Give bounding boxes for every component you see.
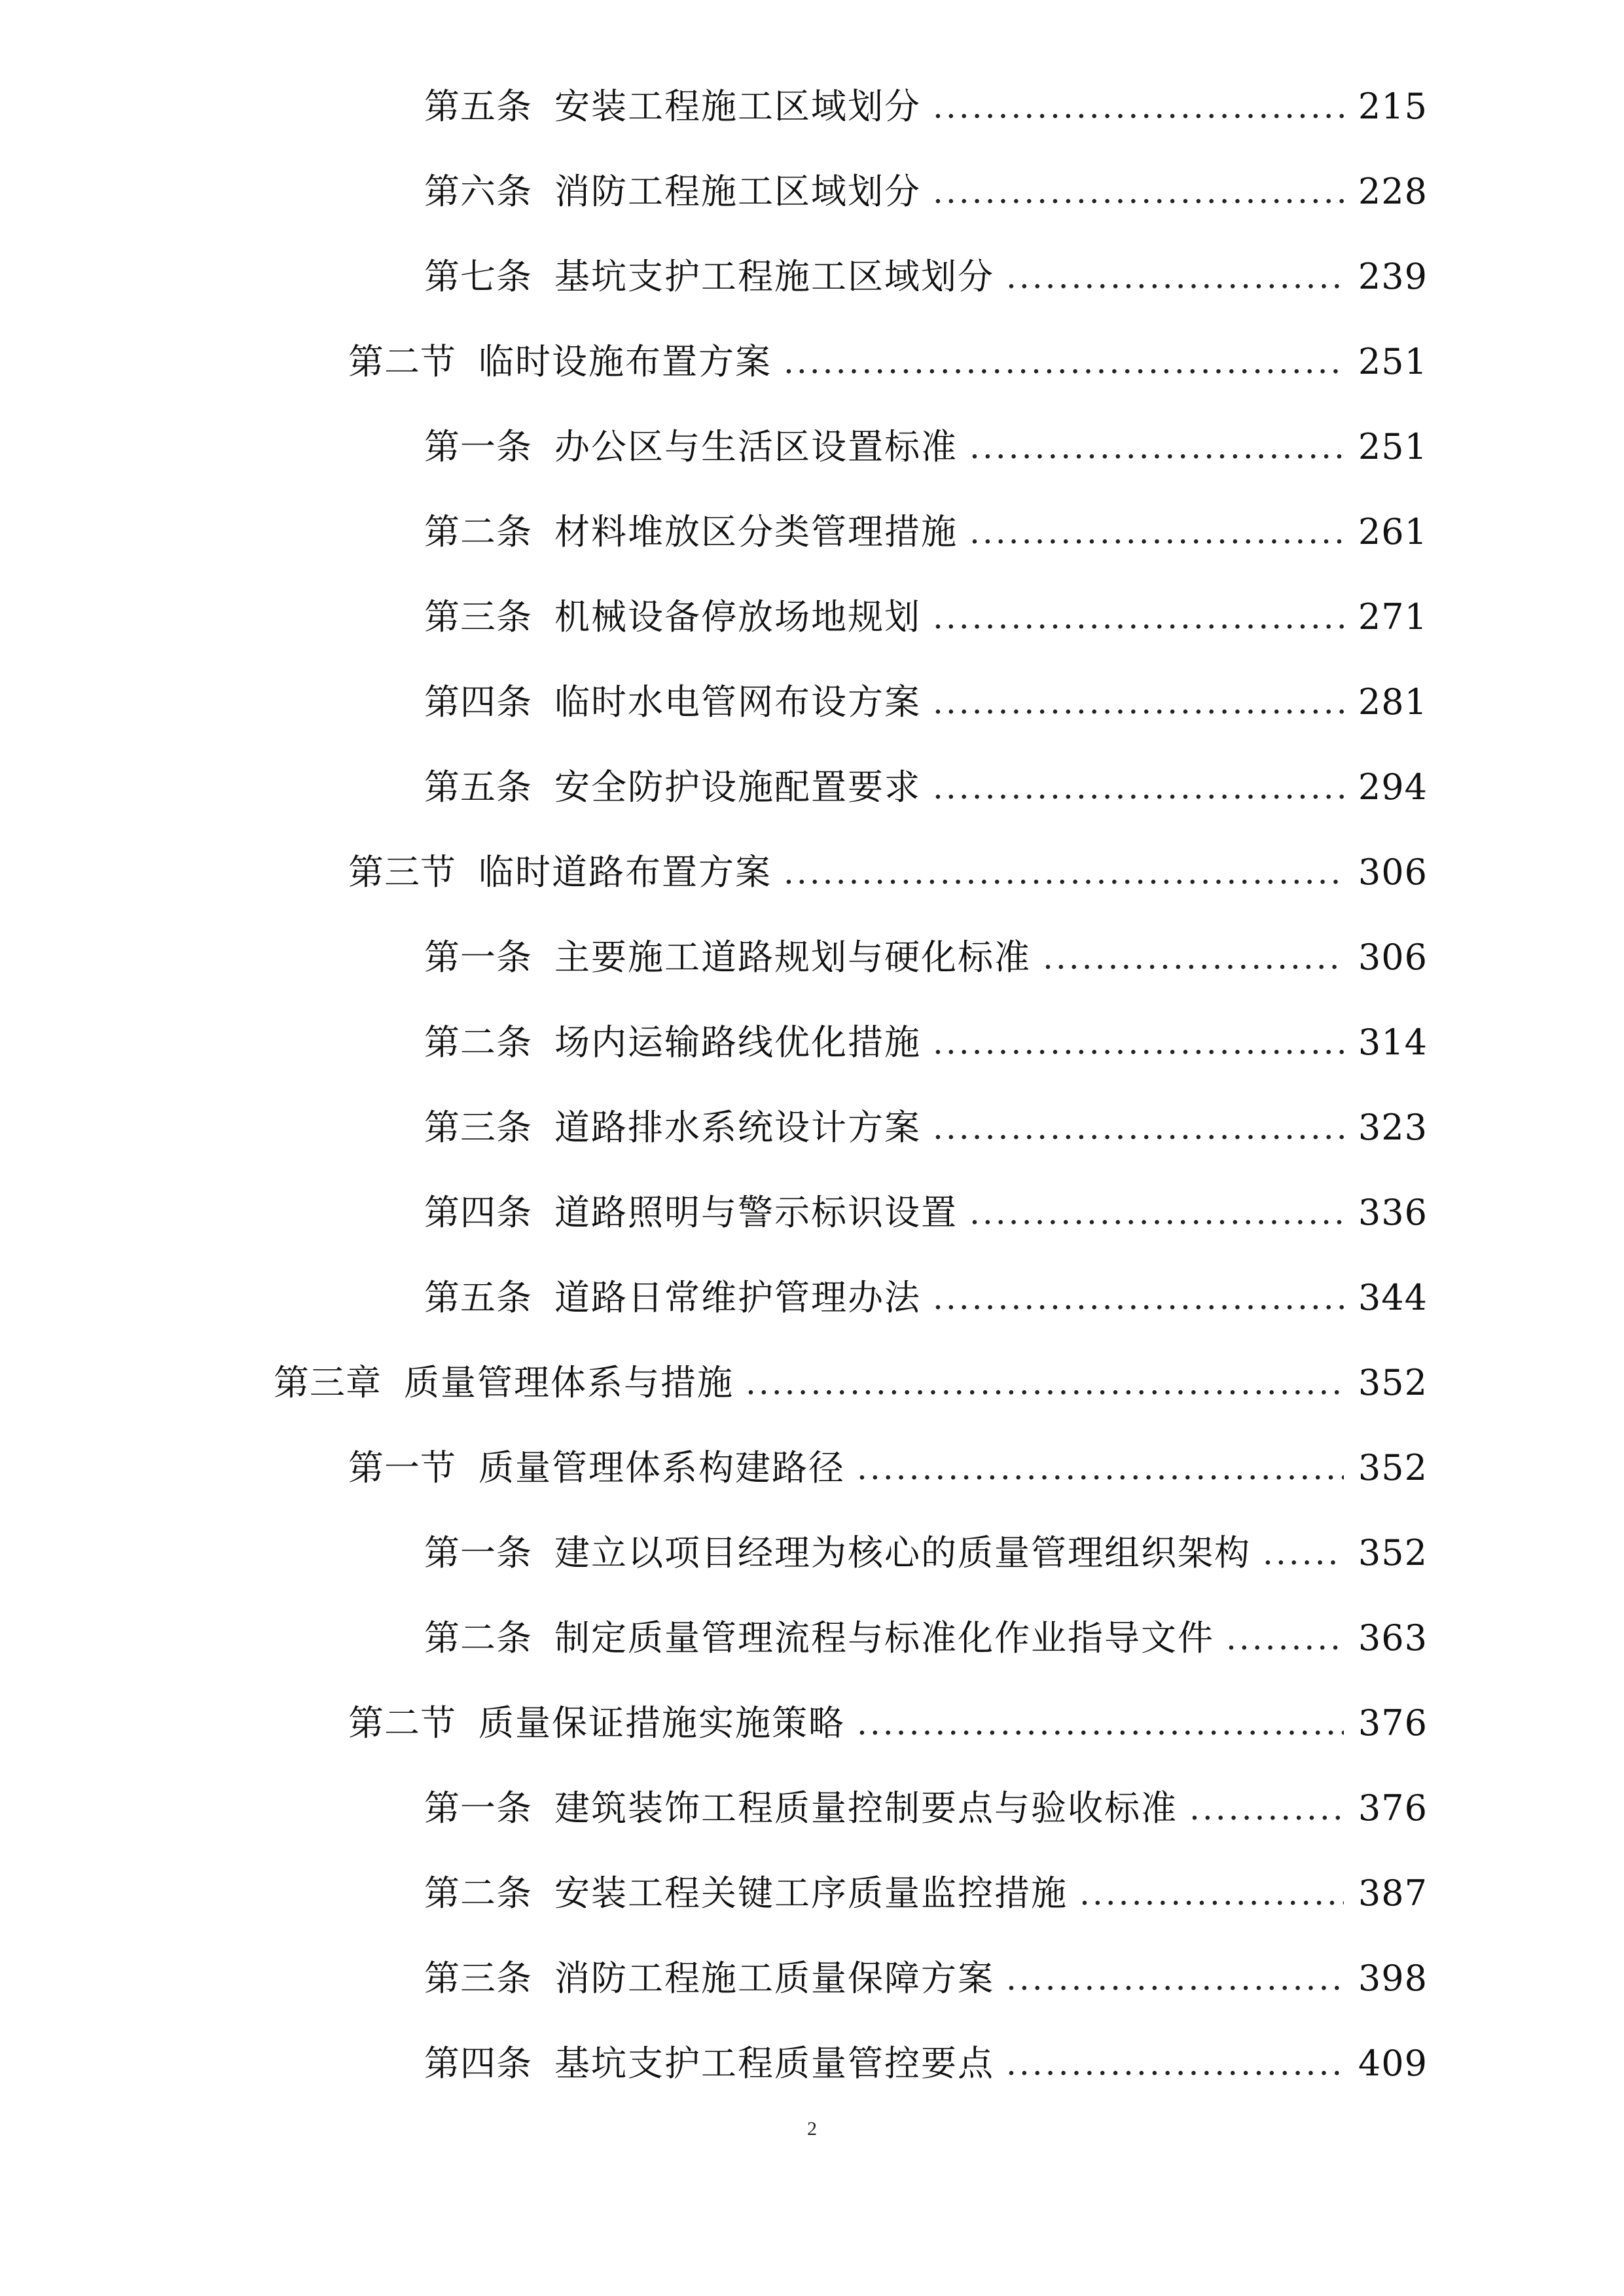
toc-dot-leader <box>857 1426 1344 1511</box>
toc-entry[interactable] <box>0 1596 1624 1681</box>
toc-entry-label: 第二节 <box>348 341 456 382</box>
toc-entry[interactable] <box>0 319 1624 404</box>
toc-entry-title: 质量管理体系与措施 <box>404 1362 734 1403</box>
toc-entry-label: 第一条 <box>424 937 532 978</box>
toc-entry[interactable] <box>0 64 1624 149</box>
toc-dot-leader <box>1006 1936 1344 2021</box>
toc-dot-leader <box>1263 1511 1344 1596</box>
toc-entry[interactable] <box>0 830 1624 915</box>
toc-entry-page: 376 <box>1358 1787 1428 1829</box>
toc-entry-label: 第一条 <box>424 1532 532 1573</box>
toc-entry-label: 第四条 <box>424 1192 532 1233</box>
toc-entry-title: 办公区与生活区设置标准 <box>554 426 958 467</box>
toc-entry-label: 第六条 <box>424 171 532 212</box>
toc-entry-title: 建筑装饰工程质量控制要点与验收标准 <box>554 1787 1178 1829</box>
toc-entry-title: 场内运输路线优化措施 <box>554 1022 921 1063</box>
toc-entry-title: 临时设施布置方案 <box>478 341 772 382</box>
toc-entry-title: 基坑支护工程施工区域划分 <box>554 256 994 297</box>
toc-entry[interactable] <box>0 1936 1624 2021</box>
toc-entry[interactable] <box>0 745 1624 830</box>
toc-entry-page: 376 <box>1358 1702 1428 1744</box>
toc-entry-page: 363 <box>1358 1617 1428 1659</box>
toc-dot-leader <box>933 149 1344 234</box>
toc-entry-label: 第二条 <box>424 1022 532 1063</box>
toc-entry-label: 第一条 <box>424 426 532 467</box>
toc-entry-page: 323 <box>1358 1107 1428 1148</box>
toc-entry-page: 281 <box>1358 681 1428 723</box>
toc-dot-leader <box>933 1000 1344 1085</box>
toc-dot-leader <box>784 830 1344 915</box>
toc-entry-label: 第四条 <box>424 681 532 723</box>
toc-dot-leader <box>933 660 1344 745</box>
toc-entry-page: 251 <box>1358 341 1428 382</box>
toc-entry-page: 398 <box>1358 1958 1428 1999</box>
toc-dot-leader <box>1189 1766 1344 1851</box>
toc-entry-title: 临时道路布置方案 <box>478 852 772 893</box>
toc-entry[interactable] <box>0 1851 1624 1936</box>
toc-entry-title: 安全防护设施配置要求 <box>554 766 921 808</box>
toc-entry-title: 质量保证措施实施策略 <box>478 1702 845 1744</box>
toc-entry-label: 第一条 <box>424 1787 532 1829</box>
toc-dot-leader <box>1079 1851 1344 1936</box>
toc-entry-page: 352 <box>1358 1362 1428 1403</box>
toc-dot-leader <box>784 319 1344 404</box>
toc-entry-title: 主要施工道路规划与硬化标准 <box>554 937 1031 978</box>
toc-entry[interactable] <box>0 404 1624 490</box>
toc-entry[interactable] <box>0 660 1624 745</box>
toc-entry[interactable] <box>0 234 1624 319</box>
toc-entry-label: 第三章 <box>274 1362 382 1403</box>
toc-entry-label: 第七条 <box>424 256 532 297</box>
toc-entry-label: 第二条 <box>424 1617 532 1659</box>
toc-entry-label: 第三条 <box>424 1107 532 1148</box>
toc-entry-label: 第五条 <box>424 86 532 127</box>
toc-dot-leader <box>1043 915 1344 1000</box>
toc-dot-leader <box>933 1085 1344 1170</box>
toc-entry-label: 第一节 <box>348 1447 456 1488</box>
toc-entry-page: 306 <box>1358 937 1428 978</box>
toc-entry-label: 第四条 <box>424 2043 532 2084</box>
toc-entry[interactable] <box>0 1766 1624 1851</box>
toc-entry[interactable] <box>0 575 1624 660</box>
toc-entry-label: 第三节 <box>348 852 456 893</box>
table-of-contents <box>0 64 1624 2106</box>
toc-entry-title: 制定质量管理流程与标准化作业指导文件 <box>554 1617 1214 1659</box>
toc-entry[interactable] <box>0 1681 1624 1766</box>
toc-entry[interactable] <box>0 1511 1624 1596</box>
toc-entry-title: 道路排水系统设计方案 <box>554 1107 921 1148</box>
toc-entry-page: 336 <box>1358 1192 1428 1233</box>
toc-entry-label: 第二条 <box>424 511 532 552</box>
toc-entry-title: 道路照明与警示标识设置 <box>554 1192 958 1233</box>
toc-entry[interactable] <box>0 1255 1624 1340</box>
toc-entry-title: 临时水电管网布设方案 <box>554 681 921 723</box>
toc-entry-page: 352 <box>1358 1532 1428 1573</box>
toc-entry-page: 352 <box>1358 1447 1428 1488</box>
toc-dot-leader <box>933 575 1344 660</box>
toc-entry-label: 第二节 <box>348 1702 456 1744</box>
toc-entry[interactable] <box>0 1000 1624 1085</box>
toc-entry-page: 314 <box>1358 1022 1428 1063</box>
toc-entry-title: 消防工程施工质量保障方案 <box>554 1958 994 1999</box>
toc-entry[interactable] <box>0 2021 1624 2106</box>
toc-dot-leader <box>969 404 1344 490</box>
toc-entry-title: 建立以项目经理为核心的质量管理组织架构 <box>554 1532 1251 1573</box>
toc-entry[interactable] <box>0 1170 1624 1255</box>
toc-entry-label: 第五条 <box>424 1277 532 1318</box>
toc-dot-leader <box>969 490 1344 575</box>
toc-entry-page: 409 <box>1358 2043 1428 2084</box>
toc-dot-leader <box>1226 1596 1344 1681</box>
toc-entry-page: 387 <box>1358 1873 1428 1914</box>
toc-entry-page: 306 <box>1358 852 1428 893</box>
toc-entry[interactable] <box>0 1340 1624 1426</box>
toc-entry[interactable] <box>0 149 1624 234</box>
toc-entry-label: 第三条 <box>424 1958 532 1999</box>
toc-dot-leader <box>1006 2021 1344 2106</box>
toc-entry-title: 材料堆放区分类管理措施 <box>554 511 958 552</box>
toc-entry-title: 消防工程施工区域划分 <box>554 171 921 212</box>
toc-dot-leader <box>933 64 1344 149</box>
toc-dot-leader <box>969 1170 1344 1255</box>
toc-entry-title: 安装工程施工区域划分 <box>554 86 921 127</box>
page-number: 2 <box>807 2118 817 2140</box>
toc-entry-title: 质量管理体系构建路径 <box>478 1447 845 1488</box>
toc-entry[interactable] <box>0 915 1624 1000</box>
toc-entry-page: 294 <box>1358 766 1428 808</box>
toc-entry-page: 251 <box>1358 426 1428 467</box>
toc-dot-leader <box>746 1340 1344 1426</box>
toc-dot-leader <box>933 745 1344 830</box>
toc-entry-page: 344 <box>1358 1277 1428 1318</box>
toc-entry[interactable] <box>0 1426 1624 1511</box>
toc-entry-title: 基坑支护工程质量管控要点 <box>554 2043 994 2084</box>
toc-entry-title: 机械设备停放场地规划 <box>554 596 921 637</box>
toc-entry-page: 271 <box>1358 596 1428 637</box>
toc-entry-label: 第二条 <box>424 1873 532 1914</box>
toc-entry-title: 安装工程关键工序质量监控措施 <box>554 1873 1068 1914</box>
toc-entry-page: 228 <box>1358 171 1428 212</box>
toc-dot-leader <box>933 1255 1344 1340</box>
toc-entry-title: 道路日常维护管理办法 <box>554 1277 921 1318</box>
toc-entry-label: 第三条 <box>424 596 532 637</box>
toc-dot-leader <box>1006 234 1344 319</box>
toc-entry[interactable] <box>0 490 1624 575</box>
toc-entry-page: 215 <box>1358 86 1428 127</box>
toc-dot-leader <box>857 1681 1344 1766</box>
toc-entry-label: 第五条 <box>424 766 532 808</box>
toc-entry-page: 261 <box>1358 511 1428 552</box>
toc-entry-page: 239 <box>1358 256 1428 297</box>
toc-entry[interactable] <box>0 1085 1624 1170</box>
